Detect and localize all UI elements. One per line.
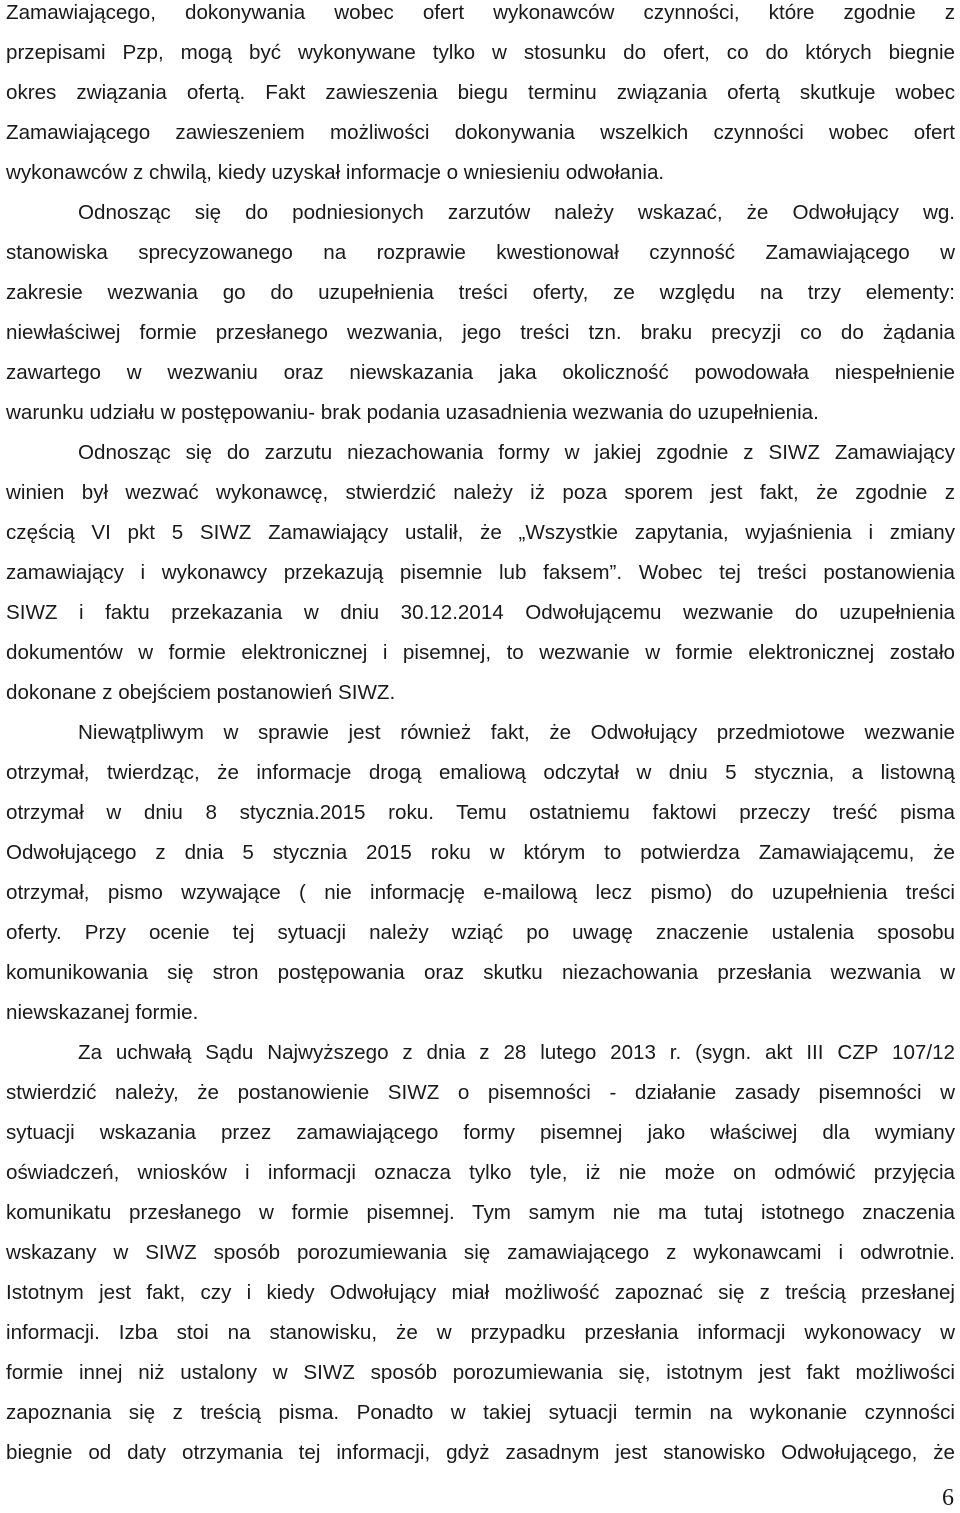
text-line: oświadczeń, wniosków i informacji oznacza tylko tyle, iż nie może on odmówić przyjęcia (6, 1161, 955, 1184)
page-number: 6 (942, 1485, 954, 1511)
text-line: stanowiska sprecyzowanego na rozprawie kwestionował czynność Zamawiającego w (6, 241, 955, 264)
text-line: Zamawiającego, dokonywania wobec ofert wykonawców czynności, które zgodnie z (6, 1, 955, 24)
text-line: zakresie wezwania go do uzupełnienia treści oferty, ze względu na trzy elementy: (6, 281, 955, 304)
text-line: niewskazanej formie. (6, 1001, 199, 1024)
text-line: okres związania ofertą. Fakt zawieszenia biegu terminu związania ofertą skutkuje wobec (6, 81, 955, 104)
text-line: stwierdzić należy, że postanowienie SIWZ o pisemności - działanie zasady pisemności w (6, 1081, 955, 1104)
text-line: komunikatu przesłanego w formie pisemnej. Tym samym nie ma tutaj istotnego znaczenia (6, 1201, 955, 1224)
text-line: SIWZ i faktu przekazania w dniu 30.12.2014 Odwołującemu wezwanie do uzupełnienia (6, 601, 955, 624)
text-line: Niewątpliwym w sprawie jest również fakt, że Odwołujący przedmiotowe wezwanie (78, 721, 955, 744)
text-line: Odnosząc się do zarzutu niezachowania formy w jakiej zgodnie z SIWZ Zamawiający (78, 441, 955, 464)
text-line: biegnie od daty otrzymania tej informacji, gdyż zasadnym jest stanowisko Odwołującego, że (6, 1441, 955, 1464)
text-line: zawartego w wezwaniu oraz niewskazania jaka okoliczność powodowała niespełnienie (6, 361, 955, 384)
text-line: wskazany w SIWZ sposób porozumiewania się zamawiającego z wykonawcami i odwrotnie. (6, 1241, 955, 1264)
text-line: Za uchwałą Sądu Najwyższego z dnia z 28 lutego 2013 r. (sygn. akt III CZP 107/12 (78, 1041, 955, 1064)
text-line: Odwołującego z dnia 5 stycznia 2015 roku w którym to potwierdza Zamawiającemu, że (6, 841, 955, 864)
text-line: zapoznania się z treścią pisma. Ponadto w takiej sytuacji termin na wykonanie czynności (6, 1401, 955, 1424)
text-line: zamawiający i wykonawcy przekazują pisemnie lub faksem”. Wobec tej treści postanowienia (6, 561, 955, 584)
text-line: Zamawiającego zawieszeniem możliwości dokonywania wszelkich czynności wobec ofert (6, 121, 955, 144)
text-line: wykonawców z chwilą, kiedy uzyskał informacje o wniesieniu odwołania. (6, 161, 665, 184)
text-line: warunku udziału w postępowaniu- brak podania uzasadnienia wezwania do uzupełnienia. (6, 401, 819, 424)
text-line: otrzymał, pismo wzywające ( nie informację e-mailową lecz pismo) do uzupełnienia treści (6, 881, 955, 904)
text-line: otrzymał, twierdząc, że informacje drogą emaliową odczytał w dniu 5 stycznia, a listowną (6, 761, 955, 784)
text-line: Odnosząc się do podniesionych zarzutów należy wskazać, że Odwołujący wg. (78, 201, 955, 224)
text-line: dokonane z obejściem postanowień SIWZ. (6, 681, 396, 704)
text-line: otrzymał w dniu 8 stycznia.2015 roku. Temu ostatniemu faktowi przeczy treść pisma (6, 801, 955, 824)
text-line: dokumentów w formie elektronicznej i pisemnej, to wezwanie w formie elektronicznej zostało (6, 641, 955, 664)
text-line: oferty. Przy ocenie tej sytuacji należy wziąć po uwagę znaczenie ustalenia sposobu (6, 921, 955, 944)
text-line: niewłaściwej formie przesłanego wezwania, jego treści tzn. braku precyzji co do żądania (6, 321, 955, 344)
text-line: informacji. Izba stoi na stanowisku, że w przypadku przesłania informacji wykonowacy w (6, 1321, 955, 1344)
text-line: formie innej niż ustalony w SIWZ sposób porozumiewania się, istotnym jest fakt możliwości (6, 1361, 955, 1384)
text-line: częścią VI pkt 5 SIWZ Zamawiający ustalił, że „Wszystkie zapytania, wyjaśnienia i zmiany (6, 521, 955, 544)
text-line: winien był wezwać wykonawcę, stwierdzić należy iż poza sporem jest fakt, że zgodnie z (6, 481, 955, 504)
text-line: komunikowania się stron postępowania oraz skutku niezachowania przesłania wezwania w (6, 961, 955, 984)
text-line: sytuacji wskazania przez zamawiającego formy pisemnej jako właściwej dla wymiany (6, 1121, 955, 1144)
text-line: przepisami Pzp, mogą być wykonywane tylko w stosunku do ofert, co do których biegnie (6, 41, 955, 64)
text-line: Istotnym jest fakt, czy i kiedy Odwołujący miał możliwość zapoznać się z treścią przesłanej (6, 1281, 955, 1304)
